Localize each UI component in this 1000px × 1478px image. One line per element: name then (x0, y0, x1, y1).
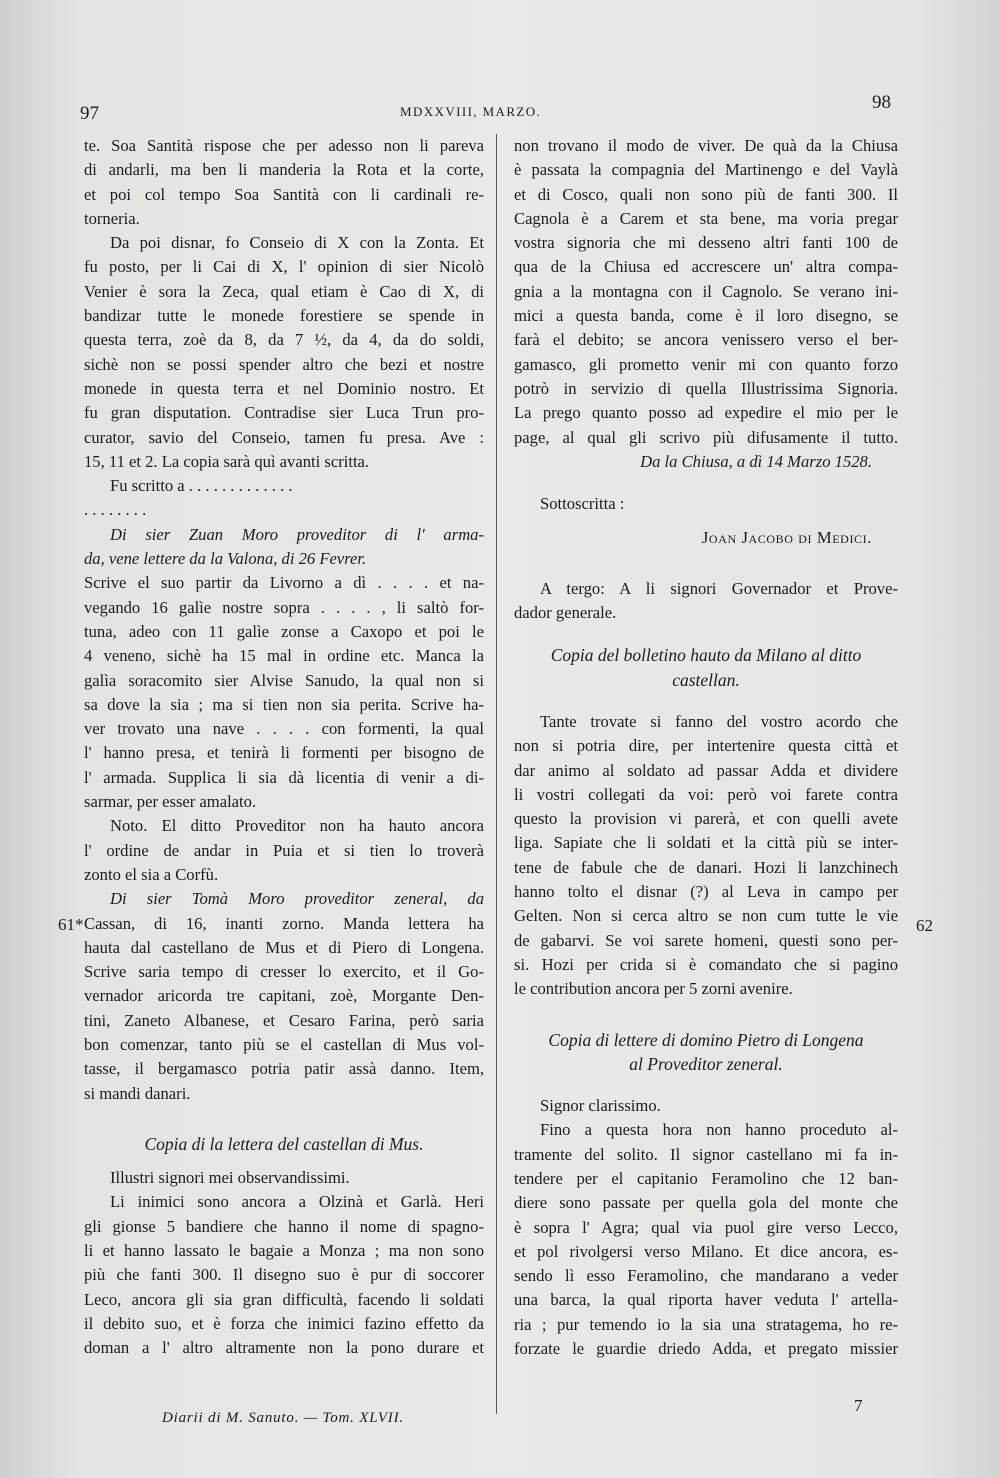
text-line: l' ordine de andar in Puia et si tien lo troverà (84, 840, 484, 860)
salutation: Signor clarissimo. (540, 1096, 661, 1116)
text-line: una barca, la qual riporta haver veduta l' artella- (514, 1290, 898, 1310)
text-line: di andarli, ma ben li manderia la Rota et la corte, (84, 160, 484, 180)
text-line: page, al qual gli scrivo più difusamente il tutto. (514, 427, 898, 447)
text-line: si mandi danari. (84, 1083, 191, 1103)
text-line: et pol rivolgersi verso Milano. Et dice ancora, es- (514, 1241, 898, 1261)
salutation: Illustri signori mei observandissimi. (110, 1168, 350, 1188)
text-line: vegando 16 galìe nostre sopra . . . . , li saltò for- (84, 597, 484, 617)
text-line: bandizar tutte le monede forestiere se spende in (84, 306, 484, 326)
text-line: questo la provision vi parerà, et con quelli avete (514, 809, 898, 829)
text-line: zonto el sia a Corfù. (84, 864, 219, 884)
text-line: gamasco, gli prometto venir mi con quanto forzo (514, 354, 898, 374)
text-line: hauta dal castellano de Mus et di Piero di Longena. (84, 937, 484, 957)
footer-citation: Diarii di M. Sanuto. — Tom. XLVII. (162, 1410, 404, 1426)
text-line: fu gran disputation. Contradise sier Luca Trun pro- (84, 403, 484, 423)
page-number-left: 97 (80, 103, 99, 124)
page-number-right: 98 (872, 92, 891, 113)
text-line: sendo lì esso Feramolino, che mandarano a veder (514, 1266, 898, 1286)
signature-mark: 7 (854, 1396, 863, 1415)
letter-heading: Copia di lettere di domino Pietro di Longena (548, 1029, 864, 1050)
text-line: ver trovato una nave . . . . con formenti, la qual (84, 719, 484, 739)
text-line: è sopra l' Agra; qual via puol gire verso Lecco, (514, 1217, 898, 1237)
text-line: Cagnola è a Carem et sta bene, ma voria pregar (514, 208, 898, 228)
text-line: l' hanno presa, et tenirà li formenti per bisogno de (84, 743, 484, 763)
letter-heading: castellan. (672, 669, 740, 690)
text-line: Tante trovate si fanno del vostro acordo che (540, 711, 898, 731)
margin-number-right: 62 (916, 916, 933, 935)
text-line: torneria. (84, 208, 140, 228)
text-line: 4 veneno, sichè ha 15 mal in ordine etc. Manca la (84, 646, 484, 666)
text-line: farà el debito; se ancora venissero verso el ber- (514, 330, 898, 350)
text-line: dar animo al soldato ad passar Adda et dividere (514, 760, 898, 780)
text-line: bon comenzar, tanto più se el castellan di Mus vol- (84, 1034, 484, 1054)
text-line: mici a questa banda, come è il loro disegno, se (514, 306, 898, 326)
text-line: forzate le guardie driedo Adda, et pregato missier (514, 1339, 898, 1359)
right-column (514, 134, 898, 1361)
section-heading: da, vene lettere da la Valona, di 26 Fevrer. (84, 549, 367, 569)
text-line: liga. Sapiate che li soldati et la città più se inter- (514, 833, 898, 853)
text-line: hanno tolto el disnar (?) al Leva in campo per (514, 882, 898, 902)
text-line: li vostri collegati da voi: però voi farete contra (514, 784, 898, 804)
text-line: tini, Zaneto Albanese, et Cesaro Farina, però saria (84, 1010, 484, 1030)
text-line: si. Hozi per crida si è comandato che si pagino (514, 954, 898, 974)
text-line: fu posto, per li Cai di X, l' opinion di sier Nicolò (84, 257, 484, 277)
text-line: non si potria dire, per intertenire questa città et (514, 736, 898, 756)
text-line: diere sono passate per quella gola del monte che (514, 1193, 898, 1213)
text-line: monede in questa terra et nel Dominio nostro. Et (84, 378, 484, 398)
section-heading: Di sier Zuan Moro proveditor di l' arma- (110, 524, 484, 544)
text-line: tuna, adeo con 11 galìe zonse a Caxopo et poi le (84, 621, 484, 641)
text-line: sichè non se possi spender altro che bezi et nostre (84, 354, 484, 374)
text-line: sarmar, per esser amalato. (84, 792, 257, 812)
text-line: Leco, ancora gli sia gran difficultà, facendo li soldati (84, 1289, 484, 1309)
text-line: tramente del solito. Il signor castellano mi fa in- (514, 1144, 898, 1164)
text-line: ria ; pur temendo io la sia una stratagema, ho re- (514, 1314, 898, 1334)
letter-heading: Copia di la lettera del castellan di Mus. (144, 1133, 424, 1154)
text-line: li et hanno lassato le bagaie a Monza ; ma non sono (84, 1241, 484, 1261)
text-line: il debito suo, et è forza che inimici fazino effetto da (84, 1313, 484, 1333)
text-line: sa dove la sia ; ma si tien non sia perita. Scrive ha- (84, 694, 484, 714)
text-line: tene de fabule che de danari. Hozi li lanzchinech (514, 857, 898, 877)
text-line: Fu scritto a . . . . . . . . . . . . . (110, 476, 293, 496)
text-line: et di Cosco, quali non sono più de fanti 300. Il (514, 184, 898, 204)
text-line: Scrive el suo partir da Livorno a dì . . . . et na- (84, 573, 484, 593)
running-head: MDXXVIII, MARZO. (400, 104, 542, 119)
column-divider (496, 134, 497, 1414)
text-line: gnia a la montagna con il Cagnolo. Se verano ini- (514, 281, 898, 301)
text-line: Fino a questa hora non hanno proceduto al- (540, 1120, 898, 1140)
text-line: qua de la Chiusa ed accrescere un' altra compa- (514, 257, 898, 277)
letter-heading: al Proveditor zeneral. (629, 1053, 783, 1074)
text-line: Da poi disnar, fo Conseio di X con la Zonta. Et (110, 233, 484, 253)
text-line: più che fanti 300. Il disegno suo è pur di soccorer (84, 1265, 484, 1285)
text-line: . . . . . . . . (84, 500, 147, 520)
text-line: Gelten. Non si cerca altro se non cum tutte le vie (514, 906, 898, 926)
text-line: l' armada. Supplica li sia dà licentia di venir a di- (84, 767, 484, 787)
text-line: doman a l' altro altramente non la pono durare et (84, 1338, 484, 1358)
text-line: Li inimici sono ancora a Olzinà et Garlà. Heri (110, 1192, 484, 1212)
section-heading: Di sier Tomà Moro proveditor zeneral, da (110, 889, 484, 909)
text-line: A tergo: A li signori Governador et Prove- (540, 578, 898, 598)
text-line: le contribution ancora per 5 zorni avenire. (514, 979, 793, 999)
text-line: de gabarvi. Se voi sarete homeni, questi sono per- (514, 930, 898, 950)
text-line: questa terra, zoè da 8, da 7 ½, da 4, da do soldi, (84, 330, 484, 350)
margin-number-left: 61* (58, 915, 84, 934)
text-line: dador generale. (514, 603, 617, 623)
dateline: Da la Chiusa, a dì 14 Marzo 1528. (640, 451, 872, 471)
text-line: curator, savio del Conseio, tamen fu presa. Ave : (84, 427, 484, 447)
left-column (84, 134, 484, 1361)
text-line: Noto. El ditto Proveditor non ha hauto ancora (110, 816, 484, 836)
text-line: gli gionse 5 bandiere che hanno il nome di spagno- (84, 1216, 484, 1236)
subscription-label: Sottoscritta : (540, 494, 625, 514)
text-line: tasse, il bergamasco potria patir assà danno. Item, (84, 1059, 484, 1079)
text-line: Scrive saria tempo di cresser lo exercito, et il Go- (84, 962, 484, 982)
text-line: Venier è sora la Zeca, qual etiam è Cao di X, di (84, 281, 484, 301)
text-line: et poi col tempo Soa Santità con li cardinali re- (84, 184, 484, 204)
text-line: te. Soa Santità rispose che per adesso non li pareva (84, 136, 484, 155)
text-line: 15, 11 et 2. La copia sarà quì avanti scritta. (84, 451, 370, 471)
text-line: tendere per el capitanio Feramolino che 12 ban- (514, 1168, 898, 1188)
text-line: Cassan, di 16, inanti zorno. Manda lettera ha (84, 913, 484, 933)
text-line: La prego quanto posso ad expedire el mio per le (514, 403, 898, 423)
text-line: vostra signoria che mi desseno altri fanti 100 de (514, 233, 898, 253)
text-line: potrò in servizio di quella Illustrissima Signoria. (514, 378, 898, 398)
letter-heading: Copia del bolletino hauto da Milano al ditto (550, 645, 862, 666)
text-line: non trovano il modo de viver. De quà da la Chiusa (514, 136, 898, 155)
signature-name: Joan Jacobo di Medici. (701, 528, 872, 548)
text-line: vernador aricorda tre capitani, zoè, Morgante Den- (84, 986, 484, 1006)
text-line: galìa soracomito sier Alvise Sanudo, la qual non si (84, 670, 484, 690)
text-line: è passata la compagnia del Martinengo e del Vaylà (514, 160, 898, 180)
